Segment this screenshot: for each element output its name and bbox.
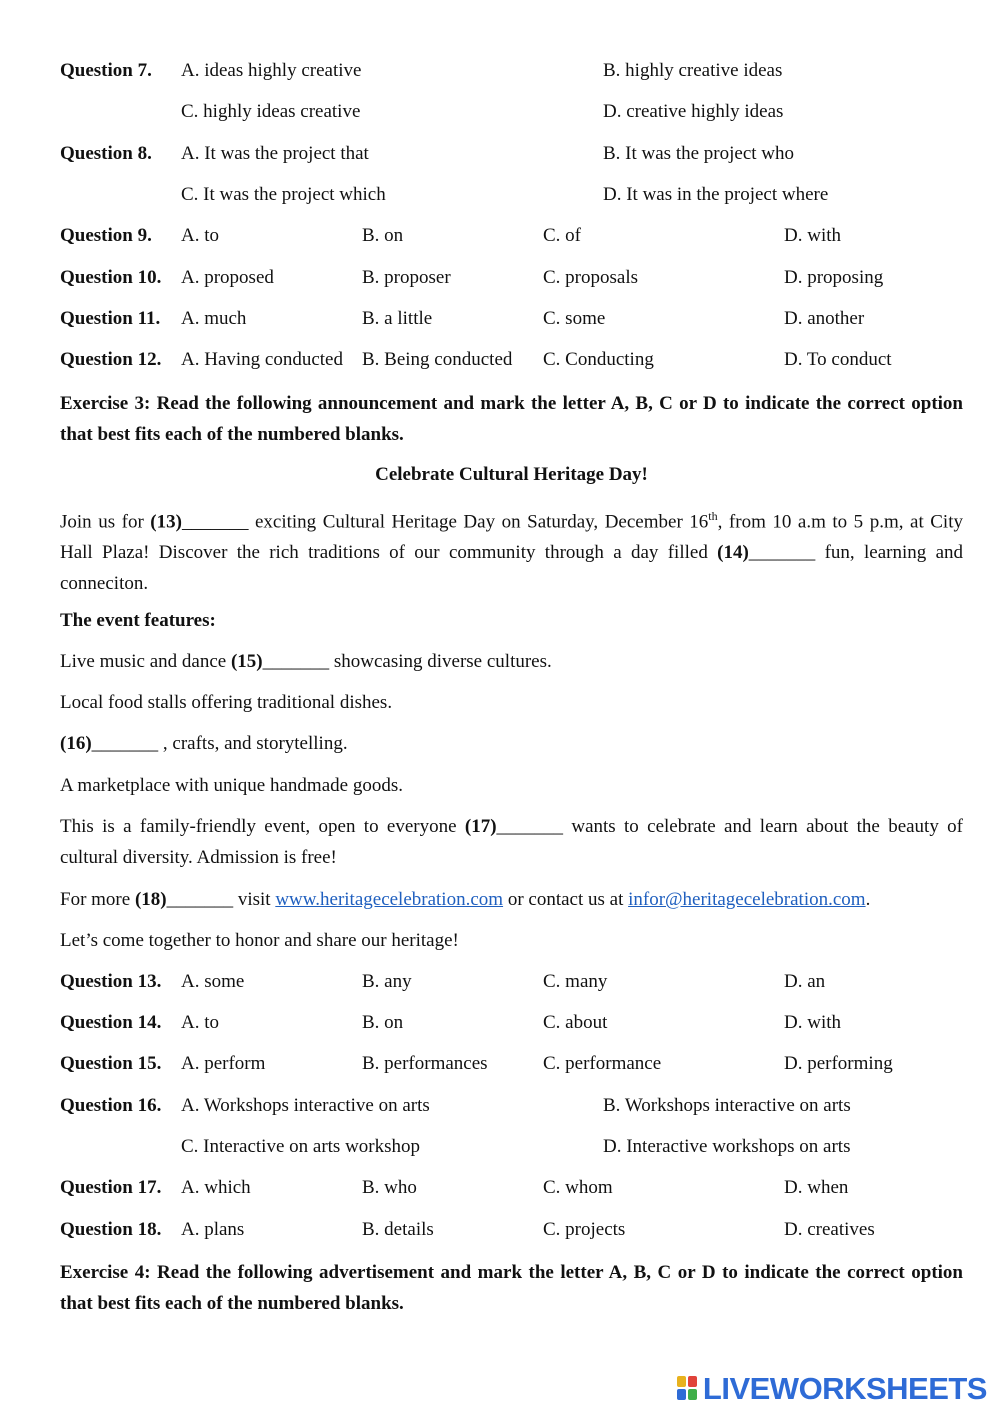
option-d[interactable]: D. creative highly ideas xyxy=(603,101,784,122)
option-c[interactable]: C. It was the project which xyxy=(181,184,386,205)
question-label: Question 12. xyxy=(60,349,162,370)
blank-13: (13) xyxy=(150,511,182,533)
question-14-row xyxy=(60,1008,963,1038)
option-b[interactable]: B. Being conducted xyxy=(362,349,513,370)
option-b[interactable]: B. proposer xyxy=(362,267,451,288)
option-d[interactable]: D. proposing xyxy=(784,267,884,288)
option-a[interactable]: A. to xyxy=(181,225,219,246)
option-c[interactable]: C. whom xyxy=(543,1177,613,1198)
feature-item: Local food stalls offering traditional dishes. xyxy=(60,692,393,713)
option-b[interactable]: B. on xyxy=(362,225,404,246)
option-b[interactable]: B. performances xyxy=(362,1053,488,1074)
option-b[interactable]: B. Workshops interactive on arts xyxy=(603,1095,851,1116)
option-a[interactable]: A. Having conducted xyxy=(181,349,343,370)
option-a[interactable]: A. ideas highly creative xyxy=(181,60,362,81)
option-d[interactable]: D. when xyxy=(784,1177,849,1198)
option-a[interactable]: A. It was the project that xyxy=(181,143,369,164)
option-a[interactable]: A. some xyxy=(181,971,245,992)
announcement-title: Celebrate Cultural Heritage Day! xyxy=(375,464,648,485)
features-heading: The event features: xyxy=(60,610,216,631)
blank-16: (16) xyxy=(60,733,92,754)
question-8-row-1 xyxy=(60,139,963,169)
option-b[interactable]: B. any xyxy=(362,971,412,992)
option-d[interactable]: D. creatives xyxy=(784,1219,875,1240)
logo-text: LIVEWORKSHEETS xyxy=(702,1371,987,1406)
option-a[interactable]: A. which xyxy=(181,1177,251,1198)
exercise-4-instruction: Exercise 4: Read the following advertisement and mark the letter A, B, C or D to indicate the correct option that best fits each of the numbered blanks. xyxy=(60,1262,963,1314)
question-label: Question 15. xyxy=(60,1053,162,1074)
liveworksheets-logo xyxy=(677,1372,987,1406)
question-15-row xyxy=(60,1049,963,1079)
question-label: Question 17. xyxy=(60,1177,162,1198)
question-label: Question 10. xyxy=(60,267,162,288)
announcement-paragraph-3: For more (18)_______ visit www.heritagecelebration.com or contact us at infor@heritagecelebration.com. xyxy=(60,889,871,910)
question-9-row xyxy=(60,221,963,251)
option-a[interactable]: A. perform xyxy=(181,1053,266,1074)
question-label: Question 7. xyxy=(60,60,152,81)
blank-17: (17) xyxy=(464,816,497,837)
question-7-row-1 xyxy=(60,56,963,86)
option-b[interactable]: B. highly creative ideas xyxy=(603,60,783,81)
feature-item: Live music and dance (15)_______ showcasing diverse cultures. xyxy=(60,651,552,672)
question-11-row xyxy=(60,304,963,334)
option-c[interactable]: C. Interactive on arts workshop xyxy=(181,1136,421,1157)
email-link[interactable]: infor@heritagecelebration.com xyxy=(628,889,866,910)
website-link[interactable]: www.heritagecelebration.com xyxy=(275,889,504,910)
option-d[interactable]: D. To conduct xyxy=(784,349,892,370)
option-d[interactable]: D. another xyxy=(784,308,865,329)
question-label: Question 14. xyxy=(60,1012,162,1033)
option-c[interactable]: C. of xyxy=(543,225,581,246)
option-d[interactable]: D. with xyxy=(784,1012,841,1033)
option-a[interactable]: A. plans xyxy=(181,1219,245,1240)
option-b[interactable]: B. who xyxy=(362,1177,417,1198)
option-b[interactable]: B. It was the project who xyxy=(603,143,795,164)
option-c[interactable]: C. performance xyxy=(543,1053,662,1074)
option-b[interactable]: B. details xyxy=(362,1219,434,1240)
option-a[interactable]: A. proposed xyxy=(181,267,274,288)
announcement-paragraph-1: Join us for (13)_______ exciting Cultural Heritage Day on Saturday, December 16th, from 10 a.m to 5 p.m, at City Hall Plaza! Discover the rich traditions of our community through a day filled (14)_______ fun, learning and conneciton. xyxy=(60,509,963,595)
option-b[interactable]: B. a little xyxy=(362,308,433,329)
question-16-row-2 xyxy=(60,1132,963,1162)
question-label: Question 11. xyxy=(60,308,161,329)
option-c[interactable]: C. some xyxy=(543,308,606,329)
blank-18: (18) xyxy=(134,889,167,910)
announcement-paragraph-2: This is a family-friendly event, open to everyone (17)_______ wants to celebrate and learn about the beauty of cultural diversity. Admission is free! xyxy=(60,816,963,868)
feature-item: A marketplace with unique handmade goods. xyxy=(60,775,403,796)
option-d[interactable]: D. It was in the project where xyxy=(603,184,829,205)
option-c[interactable]: C. proposals xyxy=(543,267,638,288)
option-d[interactable]: D. Interactive workshops on arts xyxy=(603,1136,851,1157)
option-a[interactable]: A. much xyxy=(181,308,247,329)
option-a[interactable]: A. to xyxy=(181,1012,219,1033)
question-10-row xyxy=(60,263,963,293)
question-17-row xyxy=(60,1173,963,1203)
question-label: Question 16. xyxy=(60,1095,162,1116)
option-c[interactable]: C. projects xyxy=(543,1219,626,1240)
blank-15: (15) xyxy=(230,651,263,672)
liveworksheets-logo-icon xyxy=(677,1376,699,1402)
question-label: Question 18. xyxy=(60,1219,162,1240)
question-label: Question 13. xyxy=(60,971,162,992)
question-7-row-2 xyxy=(60,97,963,127)
option-c[interactable]: C. about xyxy=(543,1012,608,1033)
option-d[interactable]: D. an xyxy=(784,971,826,992)
question-13-row xyxy=(60,967,963,997)
option-c[interactable]: C. many xyxy=(543,971,608,992)
question-8-row-2 xyxy=(60,180,963,210)
option-d[interactable]: D. performing xyxy=(784,1053,893,1074)
announcement-closing: Let’s come together to honor and share our heritage! xyxy=(60,930,459,951)
option-c[interactable]: C. Conducting xyxy=(543,349,654,370)
exercise-3-instruction: Exercise 3: Read the following announcement and mark the letter A, B, C or D to indicate the correct option that best fits each of the numbered blanks. xyxy=(60,393,963,445)
question-12-row xyxy=(60,345,963,375)
feature-item: (16)_______ , crafts, and storytelling. xyxy=(60,733,348,754)
option-d[interactable]: D. with xyxy=(784,225,841,246)
option-c[interactable]: C. highly ideas creative xyxy=(181,101,361,122)
question-label: Question 9. xyxy=(60,225,152,246)
question-16-row-1 xyxy=(60,1091,963,1121)
question-label: Question 8. xyxy=(60,143,152,164)
option-a[interactable]: A. Workshops interactive on arts xyxy=(181,1095,430,1116)
question-18-row xyxy=(60,1215,963,1245)
option-b[interactable]: B. on xyxy=(362,1012,404,1033)
blank-14: (14) xyxy=(717,542,749,564)
